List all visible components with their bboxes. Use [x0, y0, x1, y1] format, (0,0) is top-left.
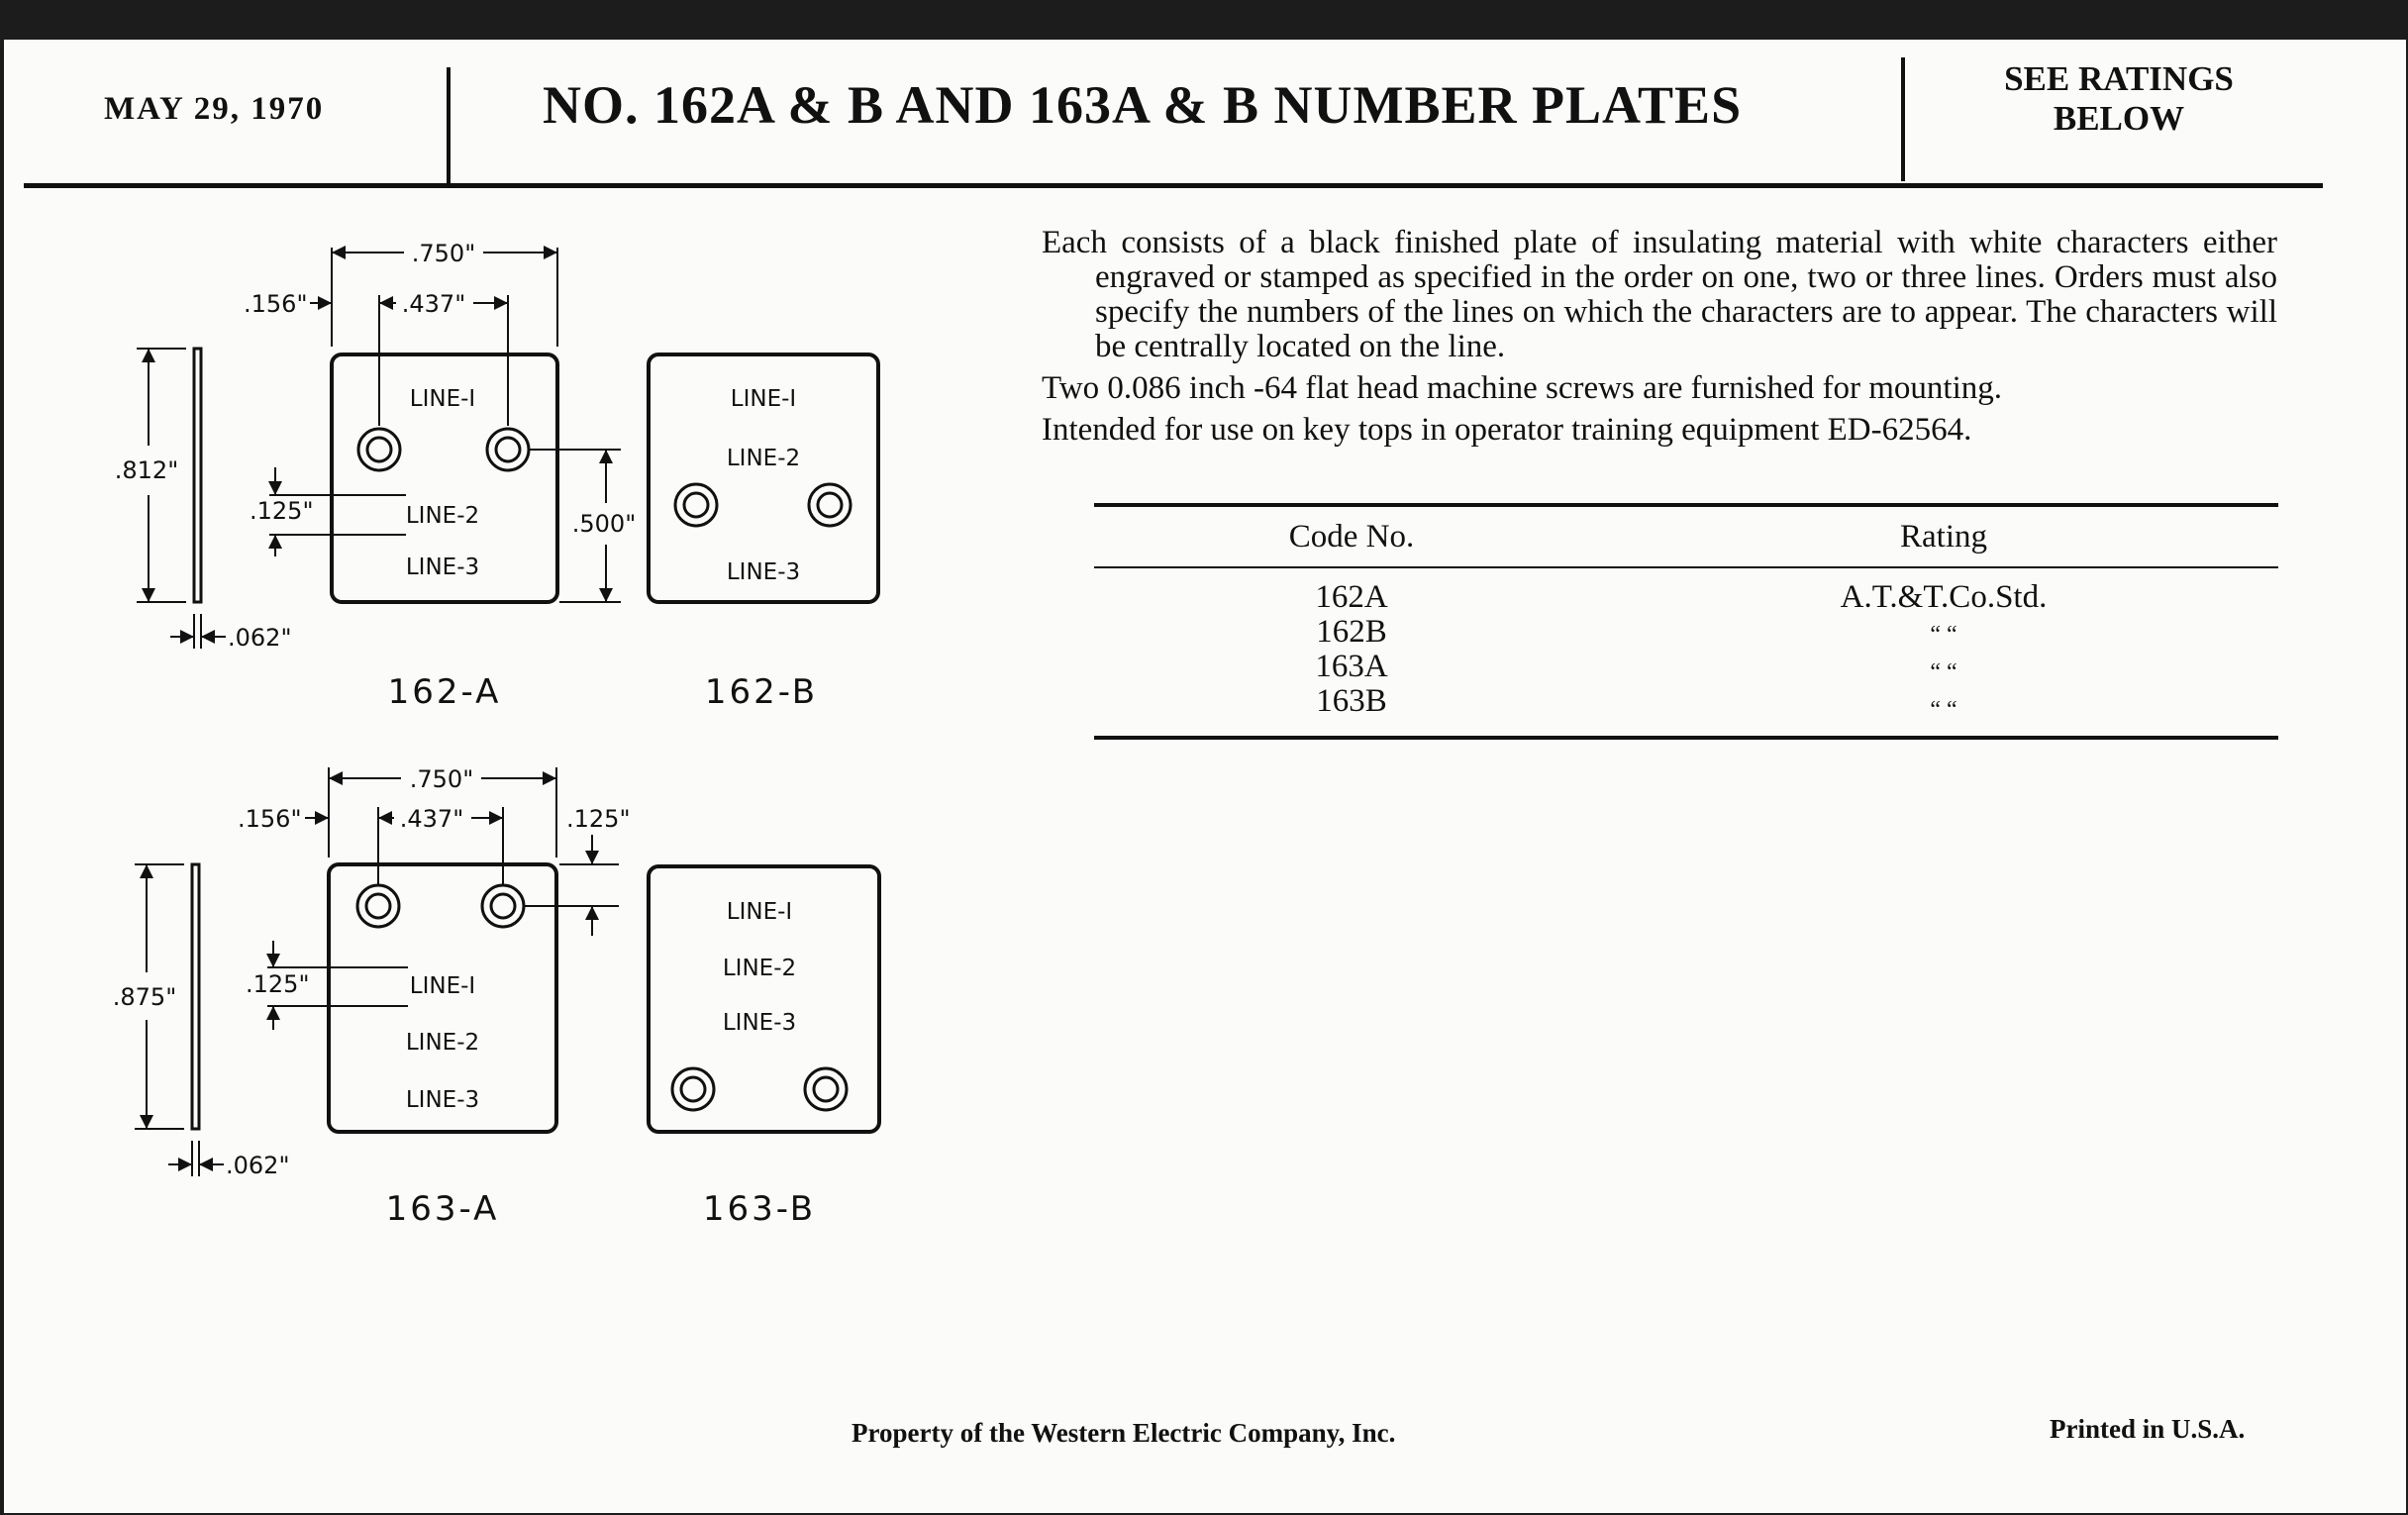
page-title: NO. 162A & B AND 163A & B NUMBER PLATES [543, 75, 1743, 135]
see-ratings-note [1965, 59, 2272, 139]
table-header [1094, 507, 2278, 566]
plate-label-162b: 162-B [704, 672, 819, 712]
dim-437: .437" [401, 290, 466, 318]
description-paragraph-1: Each consists of a black finished plate of insulating material with white characters either engraved or stamped as specified in the order on one, two or three lines. Orders must also specify the numbers of the lines on which the characters are to appear. The characters will be centrally located on the line. [1042, 225, 2277, 364]
plate-162a-drawing [115, 240, 636, 712]
dim-437: .437" [399, 805, 464, 833]
description-paragraph-3: Intended for use on key tops in operator training equipment ED-62564. [1042, 412, 1972, 448]
dim-750: .750" [411, 240, 476, 267]
issue-date: MAY 29, 1970 [104, 91, 325, 127]
table-body [1094, 568, 2278, 728]
mounting-hole-icon [672, 1068, 714, 1110]
plate-label-163b: 163-B [702, 1189, 817, 1229]
table-cell-rating [1609, 615, 2278, 653]
dim-500: .500" [571, 510, 637, 538]
ratings-line-2: BELOW [2053, 99, 2185, 138]
dim-156: .156" [244, 290, 308, 318]
mounting-hole-icon [809, 484, 851, 526]
table-bottom-rule [1094, 736, 2278, 740]
dim-875: .875" [112, 983, 177, 1011]
header-divider-right [1901, 57, 1905, 181]
plate-label-162a: 162-A [387, 672, 502, 712]
plate-label-163a: 163-A [385, 1189, 500, 1229]
ratings-table [1094, 503, 2278, 740]
ratings-line-1: SEE RATINGS [2004, 59, 2234, 98]
table-cell-rating [1609, 653, 2278, 690]
plate-text-line-2: LINE-2 [722, 956, 797, 981]
plate-text-line-1: LINE-I [726, 899, 793, 925]
plate-162a-side-view [194, 349, 201, 602]
mounting-hole-icon [487, 429, 529, 470]
plate-text-line-2: LINE-2 [726, 446, 801, 471]
rating-column [1609, 580, 2278, 728]
mounting-hole-icon [805, 1068, 847, 1110]
dim-125: .125" [566, 805, 631, 833]
dim-062: .062" [226, 1152, 290, 1179]
plate-drawings [0, 0, 990, 1287]
plate-163a-side-view [192, 864, 199, 1129]
dim-812: .812" [114, 456, 179, 484]
plate-163b-drawing [649, 866, 879, 1229]
property-notice: Property of the Western Electric Company, Inc. [852, 1418, 1396, 1448]
plate-text-line-3: LINE-3 [405, 1087, 480, 1113]
plate-text-line-2: LINE-2 [405, 1030, 480, 1056]
ditto-mark: “ “ [1930, 659, 1957, 685]
plate-text-line-1: LINE-I [409, 386, 476, 412]
table-cell-rating: A.T.&T.Co.Std. [1840, 579, 2048, 615]
code-column [1094, 580, 1609, 728]
plate-text-line-3: LINE-3 [726, 559, 801, 585]
mounting-hole-icon [357, 885, 399, 927]
mounting-hole-icon [482, 885, 524, 927]
plate-163a-drawing [113, 765, 631, 1229]
dim-125: .125" [250, 497, 314, 525]
ditto-mark: “ “ [1930, 697, 1957, 723]
table-cell-rating [1609, 690, 2278, 728]
plate-text-line-1: LINE-I [409, 973, 476, 999]
mounting-hole-icon [358, 429, 400, 470]
mounting-hole-icon [675, 484, 717, 526]
plate-text-line-1: LINE-I [730, 386, 797, 412]
description-paragraph-2: Two 0.086 inch -64 flat head machine screws are furnished for mounting. [1042, 370, 2002, 406]
dim-750: .750" [409, 765, 474, 793]
plate-text-line-2: LINE-2 [405, 503, 480, 529]
column-header-code: Code No. [1288, 518, 1415, 555]
table-cell-code: 162B [1316, 614, 1387, 650]
plate-text-line-3: LINE-3 [722, 1010, 797, 1036]
printed-notice: Printed in U.S.A. [2050, 1414, 2246, 1444]
dim-125: .125" [246, 970, 310, 998]
table-cell-code: 163A [1315, 649, 1388, 684]
dim-062: .062" [228, 624, 292, 652]
description [1042, 226, 2277, 454]
dim-156: .156" [238, 805, 302, 833]
table-cell-code: 162A [1315, 579, 1388, 615]
column-header-rating: Rating [1900, 518, 1987, 555]
ditto-mark: “ “ [1930, 622, 1957, 648]
plate-text-line-3: LINE-3 [405, 555, 480, 580]
table-cell-code: 163B [1316, 683, 1387, 719]
plate-162b-drawing [649, 354, 878, 712]
